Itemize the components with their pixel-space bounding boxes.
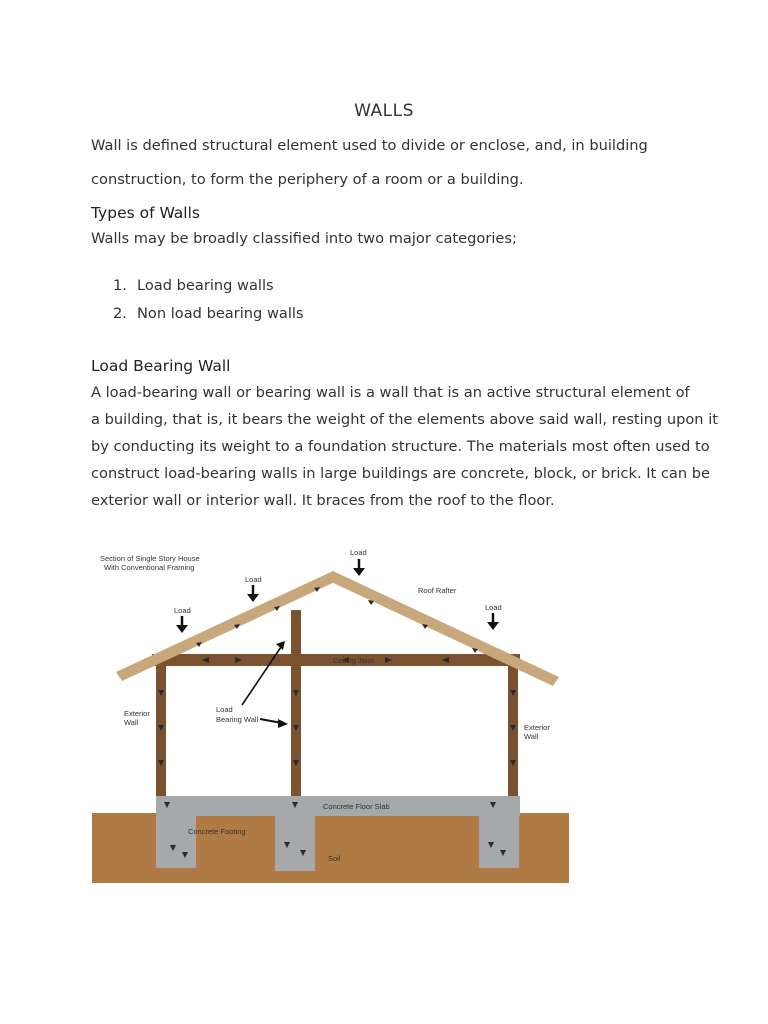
page-title: WALLS [354,101,414,121]
lb-line-4: construct load-bearing walls in large buildings are concrete, block, or brick. It can be [91,465,711,482]
concrete-footing-center [275,810,315,871]
load-label-top: Load [350,548,367,557]
lb-line-5: exterior wall or interior wall. It braces from the roof to the floor. [91,492,555,509]
caption-line-1: Section of Single Story House [100,554,200,563]
types-heading: Types of Walls [91,204,200,222]
exterior-wall-right-label-2: Wall [524,732,539,741]
intro-line-2: construction, to form the periphery of a room or a building. [91,171,524,188]
caption-line-2: With Conventional Framing [104,563,195,572]
concrete-floor-slab-label: Concrete Floor Slab [323,802,390,811]
load-bearing-wall-label-1: Load [216,705,233,714]
load-arrow-right [487,613,499,630]
load-bearing-wall-label-2: Bearing Wall [216,715,259,724]
load-bearing-heading: Load Bearing Wall [91,357,231,375]
types-text: Walls may be broadly classified into two major categories; [91,230,517,247]
soil-label: Soil [328,854,341,863]
load-label-right: Load [485,603,502,612]
roof-rafter-label: Roof Rafter [418,586,457,595]
concrete-footing-left [156,810,196,868]
ceiling-joist-label: Ceiling Joist [333,656,374,665]
lb-line-3: by conducting its weight to a foundation structure. The materials most often used to [91,438,710,455]
lb-line-2: a building, that is, it bears the weight of the elements above said wall, resting upon it [91,411,718,428]
load-arrow-left-upper [247,585,259,602]
exterior-wall-left-label-2: Wall [124,718,139,727]
house-section-diagram [92,540,572,885]
load-arrow-top [353,559,365,576]
pointer-arrowhead [278,719,288,728]
intro-line-1: Wall is defined structural element used to divide or enclose, and, in building [91,137,648,154]
exterior-wall-left-label-1: Exterior [124,709,150,718]
list-number: 2. [113,305,127,322]
list-text: Non load bearing walls [137,305,304,322]
lb-line-1: A load-bearing wall or bearing wall is a wall that is an active structural element of [91,384,690,401]
load-bearing-wall [291,610,301,796]
list-text: Load bearing walls [137,277,274,294]
exterior-wall-right-label-1: Exterior [524,723,550,732]
list-item [113,276,274,296]
list-item [113,304,304,324]
load-label-left-upper: Load [245,575,262,584]
concrete-footing-right [479,810,519,868]
list-number: 1. [113,277,127,294]
concrete-footing-label: Concrete Footing [188,827,246,836]
load-label-left: Load [174,606,191,615]
load-arrow-left [176,616,188,633]
